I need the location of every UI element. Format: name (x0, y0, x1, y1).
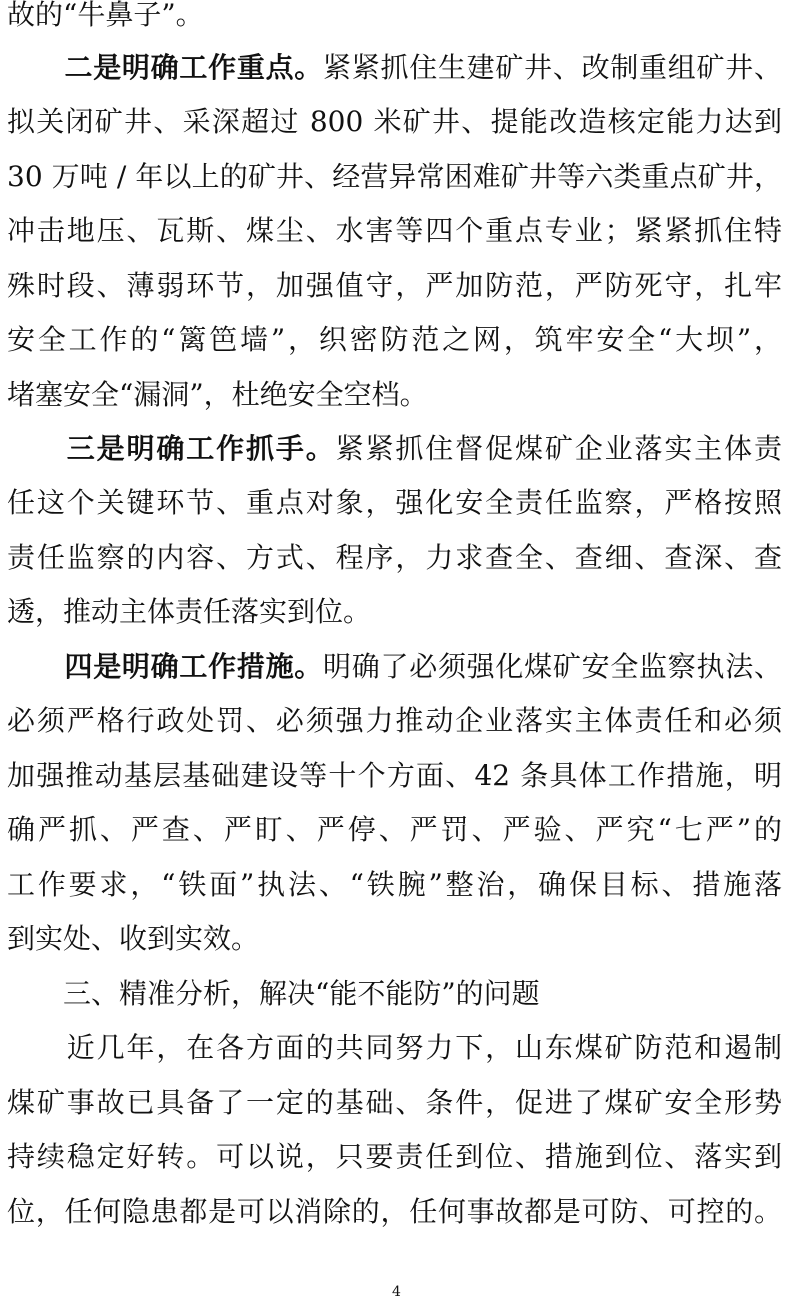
text-line: 30 万吨 / 年以上的矿井、经营异常困难矿井等六类重点矿井， (7, 160, 782, 193)
text-line: 煤矿事故已具备了一定的基础、条件，促进了煤矿安全形势 (7, 1086, 782, 1119)
text-line: 确严抓、严查、严盯、严停、严罚、严验、严究“七严”的 (7, 813, 782, 846)
text-line: 责任监察的内容、方式、程序，力求查全、查细、查深、查 (7, 541, 782, 574)
text-line: 位，任何隐患都是可以消除的，任何事故都是可防、可控的。 (7, 1195, 782, 1228)
text-line: 近几年，在各方面的共同努力下，山东煤矿防范和遏制 (7, 1031, 782, 1064)
paragraph-first-line (7, 647, 782, 687)
text-line: 安全工作的“篱笆墙”，织密防范之网，筑牢安全“大坝”， (7, 323, 782, 356)
paragraph-lead: 四是明确工作措施。 (64, 650, 324, 683)
paragraph-text: 明确了必须强化煤矿安全监察执法、 (323, 650, 782, 683)
section-heading: 三、精准分析，解决“能不能防”的问题 (7, 977, 540, 1010)
page-number: 4 (392, 1284, 401, 1300)
text-line: 持续稳定好转。可以说，只要责任到位、措施到位、落实到 (7, 1140, 782, 1173)
paragraph-first-line (7, 429, 782, 469)
text-line: 透，推动主体责任落实到位。 (7, 595, 372, 628)
paragraph-lead: 三是明确工作抓手。 (66, 432, 336, 465)
paragraph-first-line (7, 48, 782, 88)
text-line: 拟关闭矿井、采深超过 800 米矿井、提能改造核定能力达到 (7, 105, 782, 138)
paragraph-text: 紧紧抓住生建矿井、改制重组矿井、 (323, 51, 782, 84)
text-line: 必须严格行政处罚、必须强力推动企业落实主体责任和必须 (7, 704, 782, 737)
text-line: 殊时段、薄弱环节，加强值守，严加防范，严防死守，扎牢 (7, 269, 782, 302)
text-line: 故的“牛鼻子”。 (7, 0, 204, 31)
paragraph-lead: 二是明确工作重点。 (64, 51, 324, 84)
text-line: 冲击地压、瓦斯、煤尘、水害等四个重点专业；紧紧抓住特 (7, 214, 782, 247)
text-line: 任这个关键环节、重点对象，强化安全责任监察，严格按照 (7, 486, 782, 519)
text-line: 工作要求，“铁面”执法、“铁腕”整治，确保目标、措施落 (7, 868, 782, 901)
text-line: 加强推动基层基础建设等十个方面、42 条具体工作措施，明 (7, 759, 782, 792)
text-line: 到实处、收到实效。 (7, 922, 260, 955)
paragraph-text: 紧紧抓住督促煤矿企业落实主体责 (335, 432, 782, 465)
text-line: 堵塞安全“漏洞”，杜绝安全空档。 (7, 378, 428, 411)
